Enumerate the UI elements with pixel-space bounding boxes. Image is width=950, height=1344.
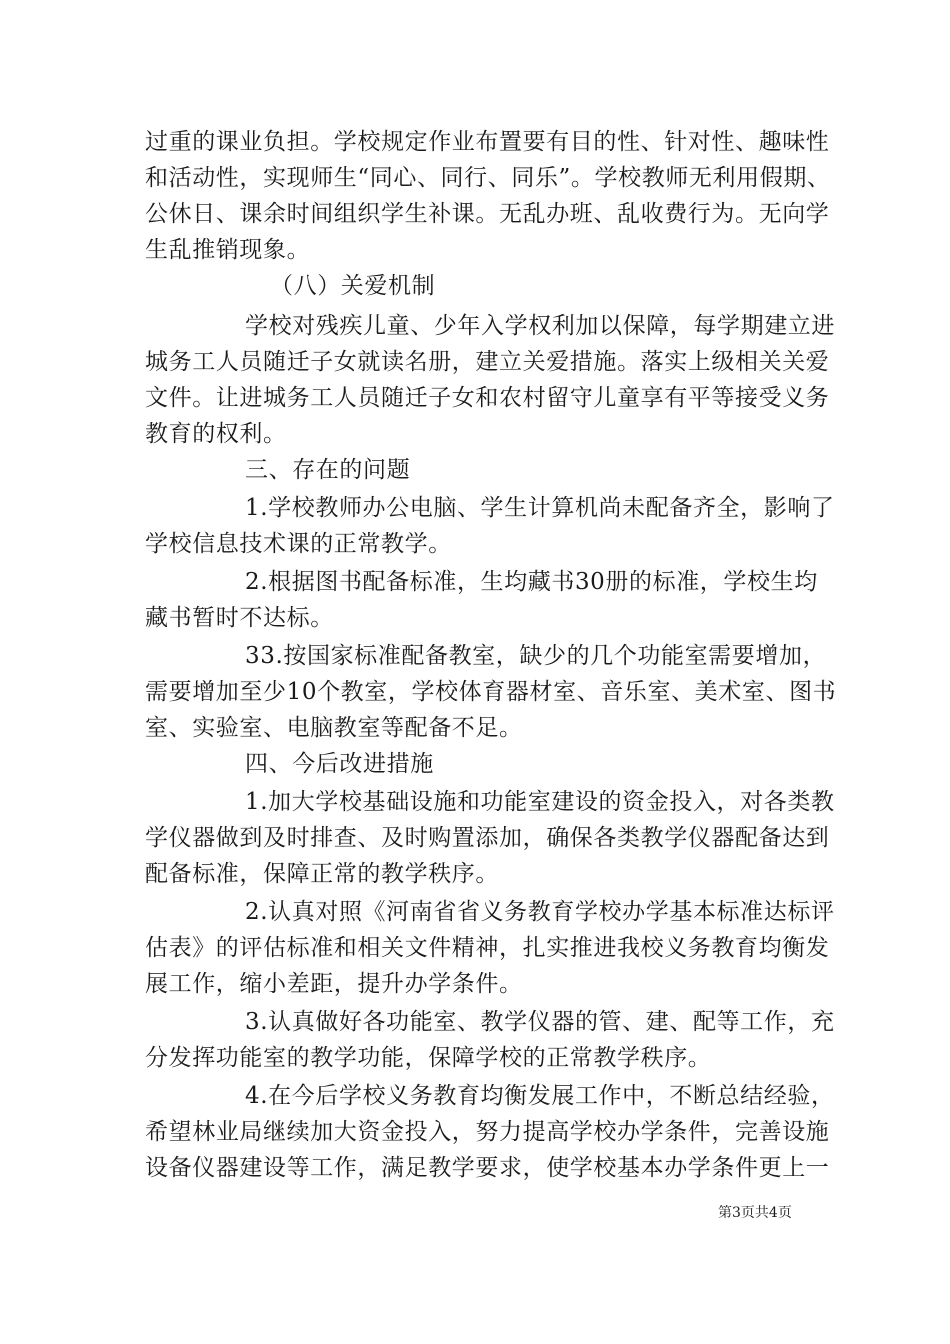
text-line: 教育的权利。 — [145, 421, 287, 447]
text-line: 分发挥功能室的教学功能，保障学校的正常教学秩序。 — [145, 1045, 712, 1071]
text-line: 1.加大学校基础设施和功能室建设的资金投入，对各类教 — [245, 789, 835, 815]
text-line: 3.认真做好各功能室、教学仪器的管、建、配等工作，充 — [245, 1009, 835, 1035]
section-heading: （八）关爱机制 — [270, 273, 436, 299]
text-line: 室、实验室、电脑教室等配备不足。 — [145, 715, 523, 741]
text-line: 和活动性，实现师生“同心、同行、同乐”。学校教师无利用假期、 — [145, 165, 831, 191]
text-line: 估表》的评估标准和相关文件精神，扎实推进我校义务教育均衡发 — [145, 935, 830, 961]
text-line: 需要增加至少10个教室，学校体育器材室、音乐室、美术室、图书 — [145, 679, 837, 705]
text-line: 设备仪器建设等工作，满足教学要求，使学校基本办学条件更上一 — [145, 1155, 830, 1181]
text-line: 展工作，缩小差距，提升办学条件。 — [145, 971, 523, 997]
text-line: 4.在今后学校义务教育均衡发展工作中，不断总结经验， — [245, 1083, 835, 1109]
text-line: 公休日、课余时间组织学生补课。无乱办班、乱收费行为。无向学 — [145, 201, 830, 227]
text-line: 1.学校教师办公电脑、学生计算机尚未配备齐全，影响了 — [245, 495, 835, 521]
text-line: 城务工人员随迁子女就读名册，建立关爱措施。落实上级相关关爱 — [145, 349, 830, 375]
text-line: 配备标准，保障正常的教学秩序。 — [145, 861, 499, 887]
text-line: 2.认真对照《河南省省义务教育学校办学基本标准达标评 — [245, 899, 835, 925]
text-line: 生乱推销现象。 — [145, 237, 311, 263]
section-heading: 四、今后改进措施 — [245, 751, 434, 777]
text-line: 藏书暂时不达标。 — [145, 605, 334, 631]
text-line: 学校信息技术课的正常教学。 — [145, 531, 452, 557]
text-line: 2.根据图书配备标准，生均藏书30册的标准，学校生均 — [245, 569, 818, 595]
page-number: 第3页共4页 — [718, 1205, 792, 1221]
text-line: 33.按国家标准配备教室，缺少的几个功能室需要增加， — [245, 643, 827, 669]
section-heading: 三、存在的问题 — [245, 457, 411, 483]
text-line: 希望林业局继续加大资金投入，努力提高学校办学条件，完善设施 — [145, 1119, 830, 1145]
text-line: 文件。让进城务工人员随迁子女和农村留守儿童享有平等接受义务 — [145, 385, 830, 411]
text-line: 学仪器做到及时排查、及时购置添加，确保各类教学仪器配备达到 — [145, 825, 830, 851]
text-line: 过重的课业负担。学校规定作业布置要有目的性、针对性、趣味性 — [145, 129, 830, 155]
text-line: 学校对残疾儿童、少年入学权利加以保障，每学期建立进 — [245, 313, 835, 339]
